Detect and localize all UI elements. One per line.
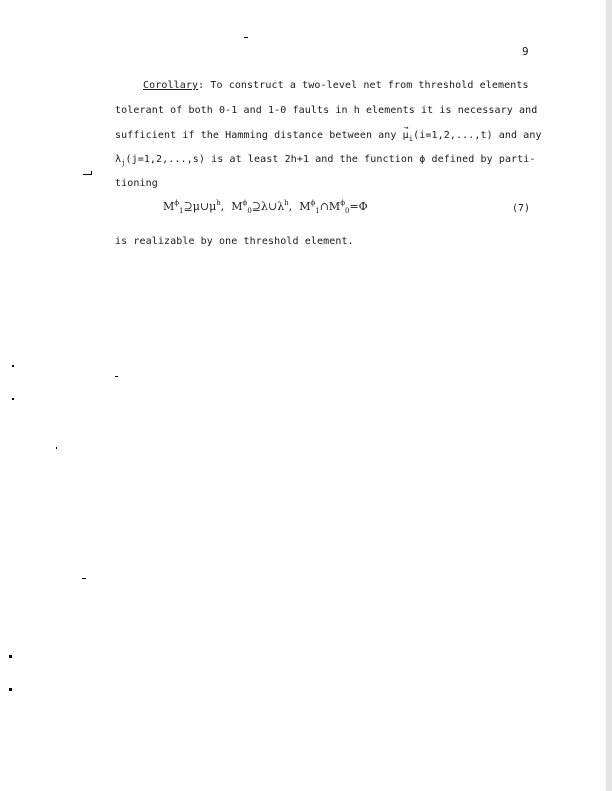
scan-speck [56,447,57,449]
equation-7: $M^\phi_1⊇\mu\cup\mu^h$, $M^\phi_0⊇\lambda\cup\lambda^h$, $M^\phi_1\cap M^\phi_0=\Phi$ [163,199,368,215]
lambda-symbol: λ [115,154,122,165]
scan-speck [82,578,86,579]
page-edge-shadow [606,0,612,791]
corollary-line-2: tolerant of both 0-1 and 1-0 faults in h elements it is necessary and [115,105,538,116]
scan-speck [12,398,14,400]
corollary-line-4: $\lambda_j(j=1,2,...,s)$ is at least 2h+1 and the function ϕ defined by parti- [115,154,536,167]
scan-speck [83,174,92,175]
scan-speck [244,37,248,38]
scan-speck [9,655,12,658]
mu-vector-symbol: → μ [402,123,409,141]
equation-number: (7) [512,203,531,214]
scan-speck [12,365,14,367]
corollary-line-5: tioning [115,178,158,189]
corollary-heading: Corollary [143,80,199,91]
phi-symbol: ϕ [419,154,426,165]
scan-speck [91,171,92,174]
corollary-line-1: Corollary: To construct a two-level net from threshold elements [143,80,529,91]
corollary-line-3: sufficient if the Hamming distance between any → $\mu_i(i=1,2,...,t)$ and any [115,123,542,143]
scan-speck [9,688,12,691]
scan-speck [115,376,118,377]
closing-line: is realizable by one threshold element. [115,236,354,247]
page-number: 9 [522,45,529,58]
